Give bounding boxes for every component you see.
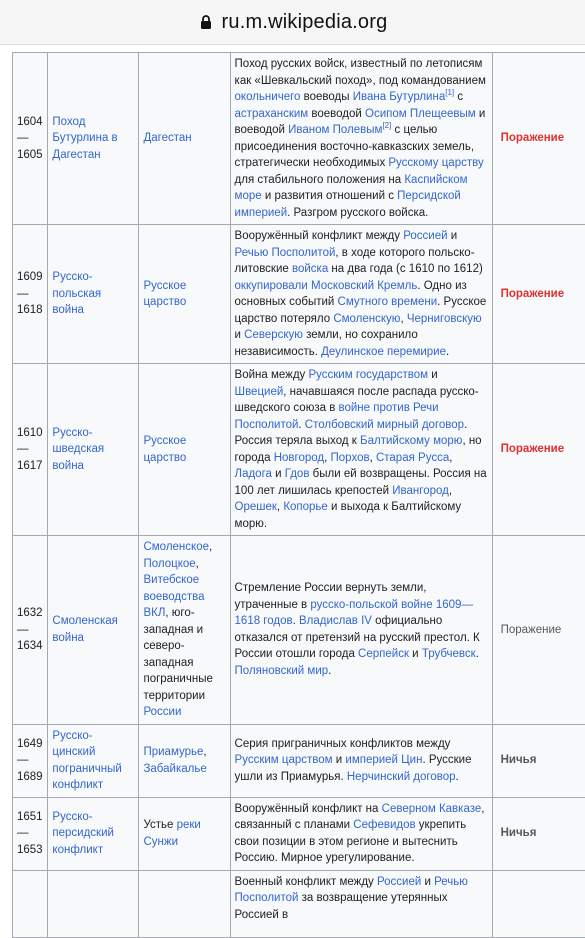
place-link[interactable]: Витебское воеводства ВКЛ	[143, 574, 204, 619]
year-end: 1617	[17, 460, 43, 472]
description-link[interactable]: Новгород	[274, 452, 324, 464]
description-link[interactable]: Россией	[403, 230, 447, 242]
description-text: воеводой	[308, 108, 365, 120]
description-cell	[230, 724, 492, 797]
year-start: 1604	[17, 116, 43, 128]
year-dash: —	[17, 132, 29, 144]
address-bar[interactable]	[0, 0, 585, 45]
description-text: , начавшаяся после распада русско-шведского союза в	[235, 386, 479, 415]
result-badge: Поражение	[501, 288, 565, 300]
table-cell	[492, 870, 585, 937]
year-dash: —	[17, 827, 29, 839]
place-cell	[139, 797, 230, 870]
description-link[interactable]: Орешек	[235, 501, 277, 513]
description-cell	[230, 53, 492, 225]
description-link[interactable]: оккупировали Московский Кремль	[235, 280, 418, 292]
description-link[interactable]: Нерчинский договор	[347, 771, 456, 783]
table-row	[13, 797, 585, 870]
description-text: ,	[324, 452, 330, 464]
result-badge: Поражение	[501, 624, 562, 636]
place-link[interactable]: Полоцкое	[143, 558, 195, 570]
description-link[interactable]: Ивангород	[392, 485, 449, 497]
description-link[interactable]: Деулинское перемирие	[321, 346, 446, 358]
year-start: 1609	[17, 271, 43, 283]
description-text: официально отказался от претензий на русский престол. К России отошли города	[235, 615, 480, 660]
description-text: , связанный с планами	[235, 803, 485, 832]
description-text: , но города	[235, 435, 482, 464]
description-link[interactable]: Порхов	[331, 452, 370, 464]
description-text: ,	[400, 313, 406, 325]
description-text: .	[328, 665, 331, 677]
description-link[interactable]: Гдов	[285, 468, 310, 480]
place-link[interactable]: Русское царство	[143, 435, 186, 464]
description-link[interactable]: Речью Посполитой	[235, 876, 468, 905]
description-text: для стабильного положения на	[235, 174, 405, 186]
place-text: ,	[196, 558, 199, 570]
table-cell	[139, 870, 230, 937]
result-cell	[492, 364, 585, 536]
description-text: с целью присоединения восточно-кавказских земель, стратегически необходимых	[235, 124, 475, 169]
description-text: Вооружённый конфликт между	[235, 230, 404, 242]
description-link[interactable]: Россией	[377, 876, 421, 888]
result-badge: Ничья	[501, 754, 537, 766]
description-text: .	[446, 346, 449, 358]
place-text: , юго-западная и северо-западная пограничные территории	[143, 607, 212, 702]
war-name-cell	[48, 364, 139, 536]
year-end: 1653	[17, 844, 43, 856]
description-text: ,	[370, 452, 376, 464]
year-cell	[13, 364, 48, 536]
table-row	[13, 536, 585, 725]
year-dash: —	[17, 443, 29, 455]
reference-link[interactable]: [1]	[445, 88, 454, 97]
description-link[interactable]: Речью Посполитой	[235, 247, 336, 259]
description-text: и	[421, 876, 434, 888]
war-name-link[interactable]: Русско-персидский конфликт	[52, 811, 114, 856]
war-name-link[interactable]: Поход Бутурлина в Дагестан	[52, 116, 117, 161]
table-row	[13, 870, 585, 937]
description-link[interactable]: Черниговскую	[407, 313, 482, 325]
description-text: Военный конфликт между	[235, 876, 377, 888]
description-link[interactable]: Русскому царству	[388, 157, 483, 169]
description-text: Вооружённый конфликт на	[235, 803, 382, 815]
description-text: и развития отношений с	[262, 190, 398, 202]
table-row	[13, 724, 585, 797]
description-link[interactable]: войска	[292, 263, 328, 275]
result-badge: Поражение	[501, 443, 565, 455]
reference-link[interactable]: [2]	[382, 121, 391, 130]
description-cell	[230, 870, 492, 937]
result-cell	[492, 225, 585, 364]
description-link[interactable]: окольничего	[235, 91, 301, 103]
description-text: ,	[449, 452, 452, 464]
year-end: 1605	[17, 149, 43, 161]
description-text: и	[428, 369, 438, 381]
wars-table-container	[0, 52, 585, 938]
description-text: Поход русских войск, известный по летописям как «Шевкальский поход», под командованием	[235, 58, 486, 87]
description-text: и	[333, 754, 346, 766]
description-text: , в ходе которого польско-литовские	[235, 247, 475, 276]
description-cell	[230, 536, 492, 725]
description-link[interactable]: Старая Русса	[376, 452, 449, 464]
war-name-link[interactable]: Русско-польская война	[52, 271, 101, 316]
description-link[interactable]: Швецией	[235, 386, 284, 398]
description-link[interactable]: Каспийском море	[235, 174, 468, 203]
year-start: 1651	[17, 811, 43, 823]
description-link[interactable]: Поляновский мир	[235, 665, 329, 677]
description-link[interactable]: Русским государством	[308, 369, 428, 381]
year-dash: —	[17, 754, 29, 766]
url-text: ru.m.wikipedia.org	[222, 11, 388, 34]
description-link[interactable]: Смутного времени	[338, 296, 438, 308]
description-text: Серия приграничных конфликтов между	[235, 738, 451, 750]
place-link[interactable]: Дагестан	[143, 132, 191, 144]
description-text: . Россия теряла выход к	[235, 419, 468, 448]
description-text: с	[454, 91, 463, 103]
table-row	[13, 364, 585, 536]
war-name-cell	[48, 797, 139, 870]
year-cell	[13, 536, 48, 725]
description-text: укрепить свои позиции в этом регионе и вытеснить Россию. Мирное урегулирование.	[235, 819, 467, 864]
description-text: и	[448, 230, 458, 242]
description-text: на два года (с 1610 по 1612)	[328, 263, 483, 275]
description-text: и	[409, 648, 422, 660]
year-cell	[13, 724, 48, 797]
year-end: 1634	[17, 640, 43, 652]
description-text: земли, но сохранило независимость.	[235, 329, 418, 358]
description-text: за возвращение утерянных Россией в	[235, 892, 448, 921]
description-link[interactable]: Северном Кавказе	[382, 803, 482, 815]
war-name-cell	[48, 53, 139, 225]
description-cell	[230, 225, 492, 364]
description-link[interactable]: Осипом Плещеевым	[365, 108, 476, 120]
year-cell	[13, 797, 48, 870]
description-link[interactable]: Ивана Бутурлина	[353, 91, 446, 103]
description-link[interactable]: Балтийскому морю	[360, 435, 462, 447]
table-row	[13, 225, 585, 364]
war-name-link[interactable]: Русско-шведская война	[52, 427, 104, 472]
place-cell	[139, 53, 230, 225]
description-text: и	[272, 468, 285, 480]
description-text: и	[235, 329, 245, 341]
description-text: воеводы	[300, 91, 352, 103]
description-link[interactable]: империей Цин	[345, 754, 422, 766]
year-cell	[13, 225, 48, 364]
description-text: .	[456, 771, 459, 783]
description-link[interactable]: астраханским	[235, 108, 309, 120]
war-name-cell	[48, 724, 139, 797]
year-end: 1618	[17, 304, 43, 316]
war-name-cell	[48, 225, 139, 364]
description-text: .	[476, 648, 479, 660]
place-cell	[139, 364, 230, 536]
place-text: ,	[203, 746, 206, 758]
year-start: 1610	[17, 427, 43, 439]
description-text: Война между	[235, 369, 309, 381]
place-link[interactable]: России	[143, 706, 181, 718]
description-text: . Одно из основных событий	[235, 280, 467, 309]
place-text: Устье	[143, 819, 176, 831]
description-link[interactable]: русско-польской войне 1609—1618 годов	[235, 599, 473, 628]
lock-icon	[198, 14, 214, 30]
description-text: ,	[449, 485, 452, 497]
description-text: . Разгром русского войска.	[287, 207, 428, 219]
result-badge: Ничья	[501, 827, 537, 839]
description-link[interactable]: Копорье	[283, 501, 328, 513]
place-link[interactable]: Смоленское	[143, 541, 209, 553]
description-link[interactable]: Смоленскую	[333, 313, 400, 325]
description-text: . Русское царство потеряло	[235, 296, 487, 325]
description-link[interactable]: Трубчевск	[422, 648, 476, 660]
description-cell	[230, 797, 492, 870]
result-badge: Поражение	[501, 132, 565, 144]
table-cell	[13, 870, 48, 937]
place-cell	[139, 724, 230, 797]
table-row	[13, 53, 585, 225]
description-link[interactable]: Русским царством	[235, 754, 333, 766]
year-end: 1689	[17, 771, 43, 783]
description-text: .	[293, 615, 299, 627]
description-link[interactable]: Сефевидов	[353, 819, 415, 831]
description-link[interactable]: Серпейск	[358, 648, 409, 660]
description-text: . Русские ушли из Приамурья.	[235, 754, 472, 783]
war-name-link[interactable]: Русско-цинский пограничный конфликт	[52, 730, 121, 792]
year-dash: —	[17, 624, 29, 636]
description-text: .	[298, 419, 304, 431]
result-cell	[492, 53, 585, 225]
description-link[interactable]: Столбовский мирный договор	[305, 419, 464, 431]
year-dash: —	[17, 288, 29, 300]
description-text: были ей возвращены. Россия на 100 лет лишилась крепостей	[235, 468, 487, 497]
description-link[interactable]: Владислав IV	[299, 615, 372, 627]
place-link[interactable]: Забайкалье	[143, 763, 206, 775]
description-link[interactable]: войне против Речи Посполитой	[235, 402, 439, 431]
description-link[interactable]: Персидской империей	[235, 190, 461, 219]
description-link[interactable]: Ладога	[235, 468, 272, 480]
result-cell	[492, 724, 585, 797]
place-link[interactable]: Русское царство	[143, 280, 186, 309]
place-cell	[139, 536, 230, 725]
description-text: и воеводой	[235, 108, 486, 137]
place-text: ,	[209, 541, 212, 553]
table-cell	[48, 870, 139, 937]
year-start: 1632	[17, 607, 43, 619]
description-cell	[230, 364, 492, 536]
year-start: 1649	[17, 738, 43, 750]
wars-table	[12, 52, 585, 938]
description-link[interactable]: Иваном Полевым	[288, 124, 382, 136]
place-cell	[139, 225, 230, 364]
place-link[interactable]: Приамурье	[143, 746, 203, 758]
description-link[interactable]: Северскую	[244, 329, 303, 341]
place-link[interactable]: реки Сунжи	[143, 819, 200, 848]
war-name-cell	[48, 536, 139, 725]
result-cell	[492, 536, 585, 725]
war-name-link[interactable]: Смоленская война	[52, 615, 117, 644]
description-text: ,	[277, 501, 283, 513]
result-cell	[492, 797, 585, 870]
description-text: Стремление России вернуть земли, утраченные в	[235, 582, 427, 611]
description-text: и выхода к Балтийскому морю.	[235, 501, 462, 530]
year-cell	[13, 53, 48, 225]
